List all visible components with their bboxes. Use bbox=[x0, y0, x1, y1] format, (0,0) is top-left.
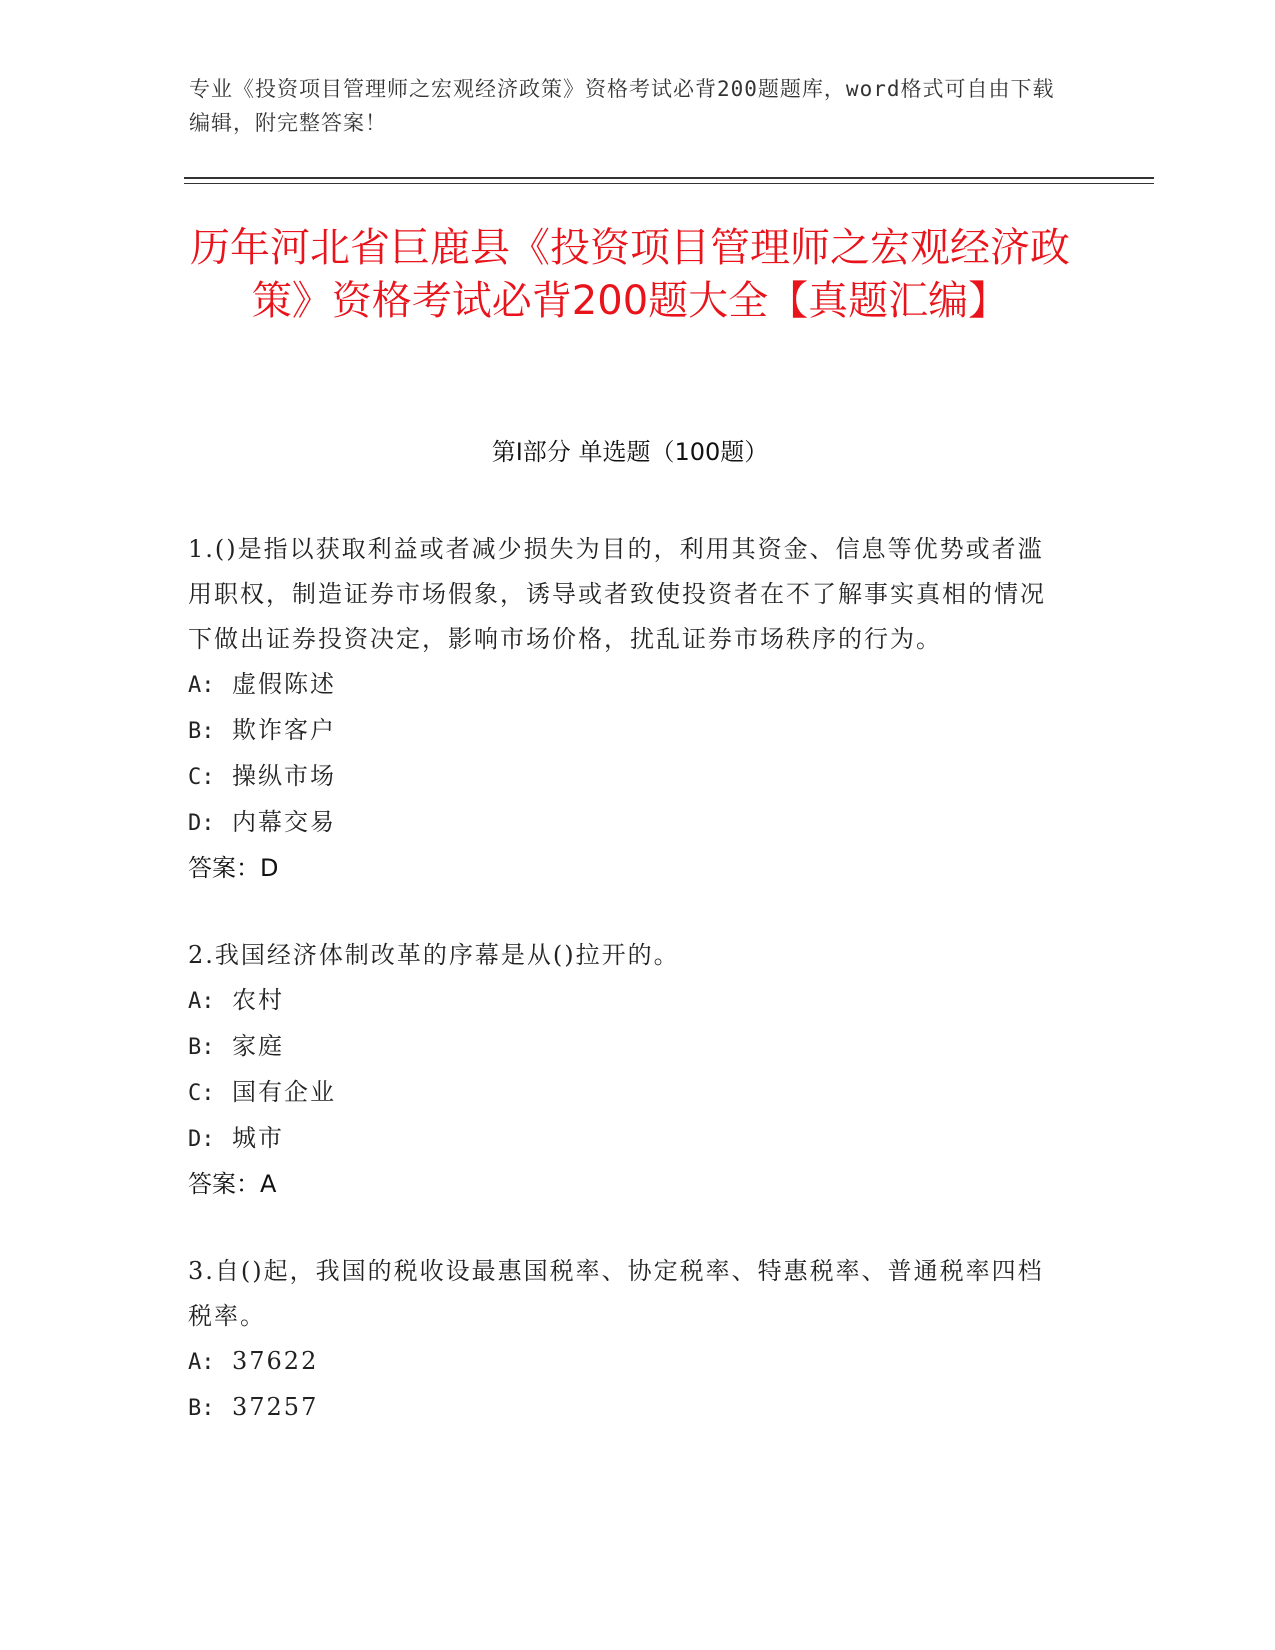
option-b bbox=[188, 708, 1058, 754]
option-text: 欺诈客户 bbox=[232, 716, 336, 744]
option-b bbox=[188, 1024, 1058, 1070]
question-item bbox=[188, 933, 1058, 1207]
option-text: 操纵市场 bbox=[232, 762, 336, 790]
option-c bbox=[188, 1070, 1058, 1116]
option-letter: B: bbox=[188, 1396, 215, 1421]
option-text: 国有企业 bbox=[232, 1078, 336, 1106]
option-d bbox=[188, 1116, 1058, 1162]
document-title: 历年河北省巨鹿县《投资项目管理师之宏观经济政策》资格考试必背200题大全【真题汇编】 bbox=[190, 225, 1070, 324]
answer-line: 答案：A bbox=[188, 1170, 277, 1198]
option-letter: A: bbox=[188, 1350, 215, 1375]
option-letter: A: bbox=[188, 673, 215, 698]
answer-line: 答案：D bbox=[188, 854, 279, 882]
option-text: 农村 bbox=[232, 986, 284, 1014]
option-text: 虚假陈述 bbox=[232, 670, 336, 698]
question-item bbox=[188, 527, 1058, 891]
header-divider-thin bbox=[184, 183, 1154, 184]
option-text: 内幕交易 bbox=[232, 808, 336, 836]
option-text: 37622 bbox=[232, 1347, 319, 1375]
option-letter: D: bbox=[188, 811, 215, 836]
option-b bbox=[188, 1385, 1058, 1431]
header-divider-thick bbox=[184, 177, 1154, 179]
option-d bbox=[188, 800, 1058, 846]
question-item bbox=[188, 1249, 1058, 1431]
question-list bbox=[188, 527, 1058, 1473]
question-text: 1.()是指以获取利益或者减少损失为目的，利用其资金、信息等优势或者滥用职权，制造证券市场假象，诱导或者致使投资者在不了解事实真相的情况下做出证券投资决定，影响市场价格，扰乱证券市场秩序的行为。 bbox=[188, 535, 1046, 653]
header-note: 专业《投资项目管理师之宏观经济政策》资格考试必背200题题库，word格式可自由下载编辑，附完整答案！ bbox=[189, 77, 1055, 135]
option-letter: B: bbox=[188, 719, 215, 744]
option-a bbox=[188, 978, 1058, 1024]
option-letter: D: bbox=[188, 1127, 215, 1152]
option-c bbox=[188, 754, 1058, 800]
question-text: 2.我国经济体制改革的序幕是从()拉开的。 bbox=[188, 941, 680, 969]
option-text: 城市 bbox=[232, 1124, 284, 1152]
option-text: 家庭 bbox=[232, 1032, 284, 1060]
option-letter: C: bbox=[188, 1081, 215, 1106]
option-letter: A: bbox=[188, 989, 215, 1014]
option-letter: B: bbox=[188, 1035, 215, 1060]
question-text: 3.自()起，我国的税收设最惠国税率、协定税率、特惠税率、普通税率四档税率。 bbox=[188, 1257, 1044, 1330]
option-letter: C: bbox=[188, 765, 215, 790]
option-a bbox=[188, 662, 1058, 708]
option-text: 37257 bbox=[232, 1393, 319, 1421]
option-a bbox=[188, 1339, 1058, 1385]
section-heading: 第Ⅰ部分 单选题（100题） bbox=[491, 438, 769, 466]
